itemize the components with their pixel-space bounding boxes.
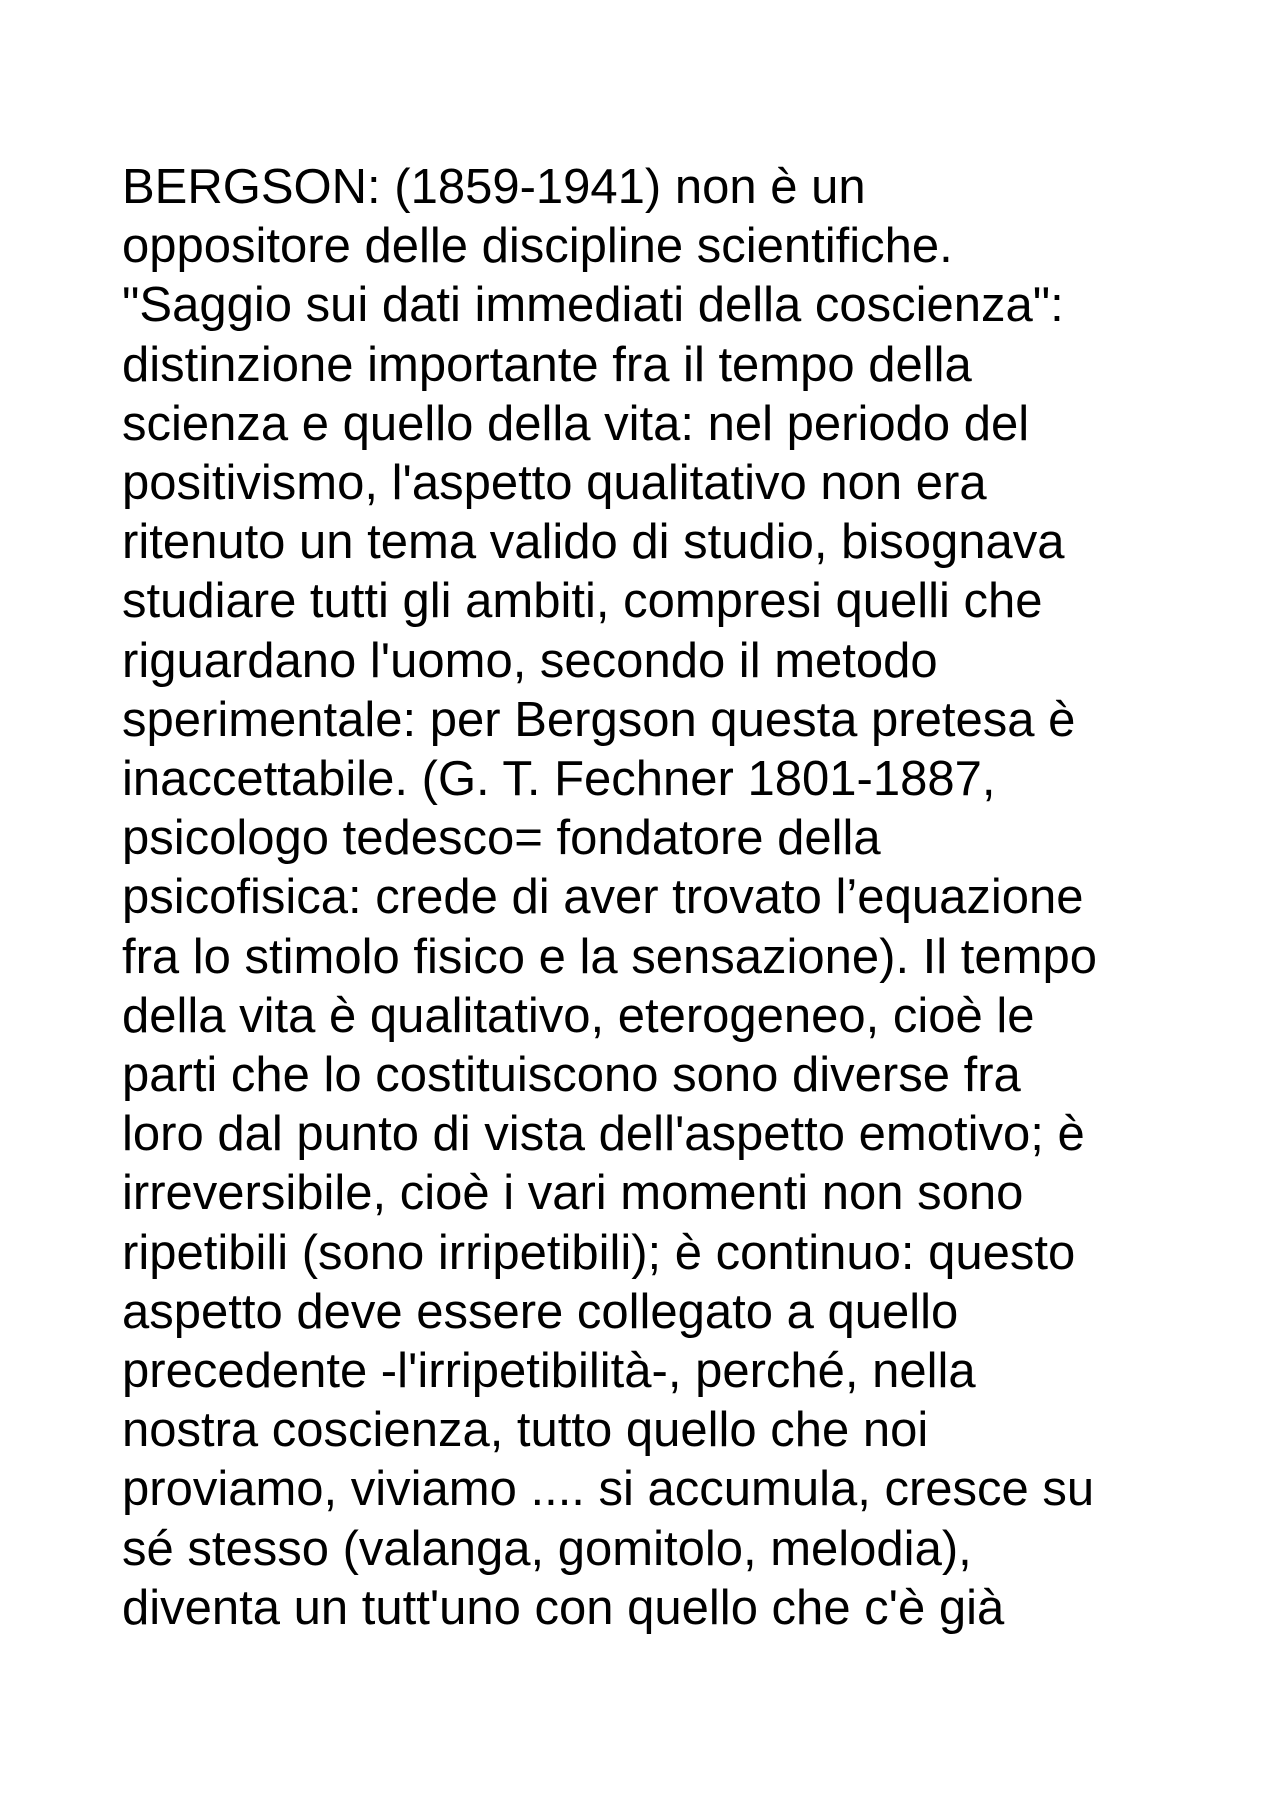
text-line: BERGSON: (1859-1941) non è un bbox=[122, 160, 866, 214]
text-line: aspetto deve essere collegato a quello bbox=[122, 1284, 959, 1339]
text-line: sé stesso (valanga, gomitolo, melodia), bbox=[122, 1521, 972, 1576]
text-line: riguardano l'uomo, secondo il metodo bbox=[122, 633, 938, 688]
text-line: studiare tutti gli ambiti, compresi quelli che bbox=[122, 574, 1043, 629]
text-line: sperimentale: per Bergson questa pretesa è bbox=[122, 692, 1076, 747]
text-line: nostra coscienza, tutto quello che noi bbox=[122, 1403, 929, 1458]
text-line: ritenuto un tema valido di studio, bisognava bbox=[122, 515, 1065, 570]
text-line: positivismo, l'aspetto qualitativo non era bbox=[122, 456, 987, 511]
body-text bbox=[122, 158, 1242, 1638]
text-line: inaccettabile. (G. T. Fechner 1801-1887, bbox=[122, 752, 996, 807]
text-line: scienza e quello della vita: nel periodo del bbox=[122, 396, 1030, 451]
text-line: fra lo stimolo fisico e la sensazione). Il tempo bbox=[122, 929, 1097, 984]
text-line: distinzione importante fra il tempo della bbox=[122, 337, 972, 392]
text-line: irreversibile, cioè i vari momenti non sono bbox=[122, 1166, 1024, 1221]
text-line: loro dal punto di vista dell'aspetto emotivo; è bbox=[122, 1107, 1085, 1162]
text-line: oppositore delle discipline scientifiche. bbox=[122, 219, 953, 274]
text-line: della vita è qualitativo, eterogeneo, cioè le bbox=[122, 988, 1035, 1043]
text-line: precedente -l'irripetibilità-, perché, nella bbox=[122, 1344, 976, 1399]
text-line: proviamo, viviamo .... si accumula, cresce su bbox=[122, 1462, 1095, 1517]
text-line: "Saggio sui dati immediati della coscienza": bbox=[122, 278, 1064, 333]
text-line: ripetibili (sono irripetibili); è continuo: questo bbox=[122, 1225, 1076, 1280]
text-line: psicologo tedesco= fondatore della bbox=[122, 811, 881, 866]
text-line: diventa un tutt'uno con quello che c'è già bbox=[122, 1580, 1005, 1635]
text-line: psicofisica: crede di aver trovato l’equazione bbox=[122, 870, 1084, 925]
text-line: parti che lo costituiscono sono diverse fra bbox=[122, 1048, 1021, 1103]
